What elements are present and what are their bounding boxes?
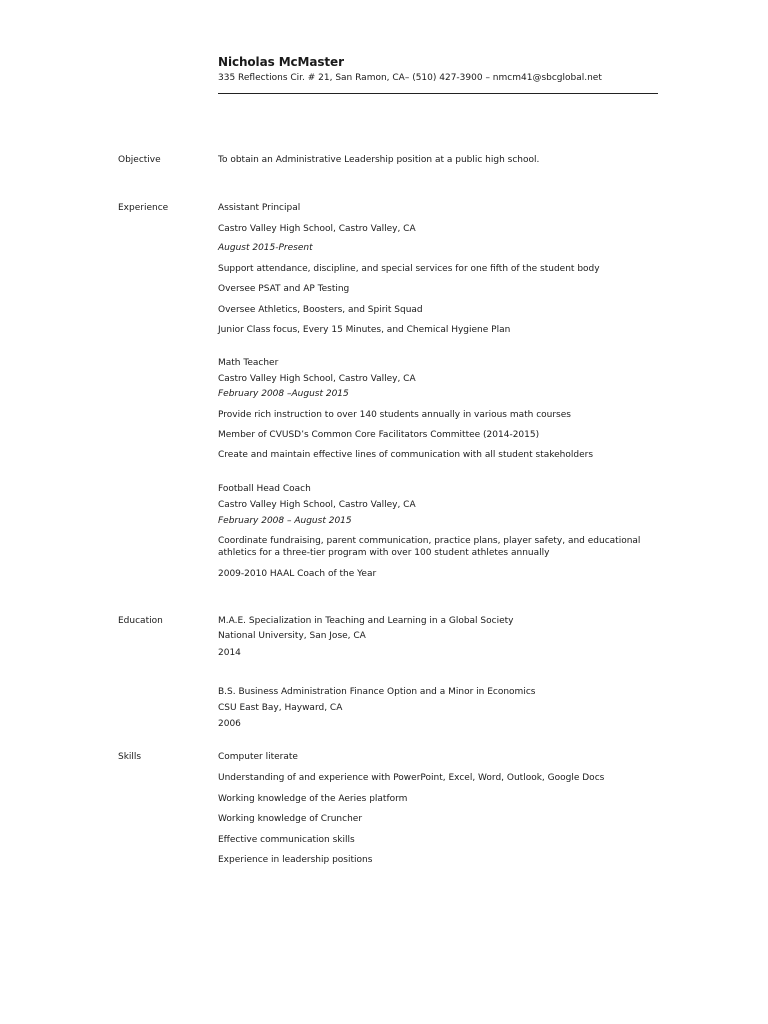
experience-label: Experience: [118, 203, 169, 213]
job-organization: Castro Valley High School, Castro Valley, CA: [218, 500, 416, 510]
job-duty: Support attendance, discipline, and special services for one fifth of the student body: [218, 264, 600, 274]
job-title: Assistant Principal: [218, 203, 301, 213]
job-duty: Provide rich instruction to over 140 students annually in various math courses: [218, 410, 571, 420]
job-organization: Castro Valley High School, Castro Valley, CA: [218, 224, 416, 234]
degree: B.S. Business Administration Finance Option and a Minor in Economics: [218, 687, 536, 697]
skill-item: Understanding of and experience with PowerPoint, Excel, Word, Outlook, Google Docs: [218, 773, 605, 783]
degree: M.A.E. Specialization in Teaching and Learning in a Global Society: [218, 616, 514, 626]
job-duty: Oversee PSAT and AP Testing: [218, 284, 350, 294]
job-organization: Castro Valley High School, Castro Valley, CA: [218, 374, 416, 384]
job-title: Math Teacher: [218, 358, 279, 368]
skill-item: Working knowledge of Cruncher: [218, 814, 363, 824]
job-duty: 2009-2010 HAAL Coach of the Year: [218, 569, 377, 579]
skill-item: Experience in leadership positions: [218, 855, 373, 865]
school: National University, San Jose, CA: [218, 631, 366, 641]
objective-text: To obtain an Administrative Leadership position at a public high school.: [218, 155, 540, 165]
job-duty: Oversee Athletics, Boosters, and Spirit Squad: [218, 305, 423, 315]
job-dates: February 2008 – August 2015: [218, 516, 352, 526]
graduation-year: 2006: [218, 719, 241, 729]
job-title: Football Head Coach: [218, 484, 311, 494]
skill-item: Effective communication skills: [218, 835, 355, 845]
contact-info: 335 Reflections Cir. # 21, San Ramon, CA– (510) 427-3900 – nmcm41@sbcglobal.net: [218, 73, 602, 83]
skills-label: Skills: [118, 752, 142, 762]
header-divider: [218, 93, 658, 94]
job-duty: Create and maintain effective lines of communication with all student stakeholders: [218, 450, 594, 460]
objective-label: Objective: [118, 155, 161, 165]
applicant-name: Nicholas McMaster: [218, 55, 344, 69]
job-duty: Member of CVUSD’s Common Core Facilitators Committee (2014-2015): [218, 430, 540, 440]
job-dates: February 2008 –August 2015: [218, 389, 349, 399]
job-duty: Coordinate fundraising, parent communication, practice plans, player safety, and educational athletics for a three-tier program with over 100 student athletes annually: [218, 536, 641, 558]
skill-item: Working knowledge of the Aeries platform: [218, 794, 408, 804]
graduation-year: 2014: [218, 648, 241, 658]
skill-item: Computer literate: [218, 752, 298, 762]
job-dates: August 2015-Present: [218, 243, 313, 253]
job-duty: Junior Class focus, Every 15 Minutes, and Chemical Hygiene Plan: [218, 325, 511, 335]
school: CSU East Bay, Hayward, CA: [218, 703, 343, 713]
resume-header: [218, 54, 658, 85]
education-label: Education: [118, 616, 163, 626]
